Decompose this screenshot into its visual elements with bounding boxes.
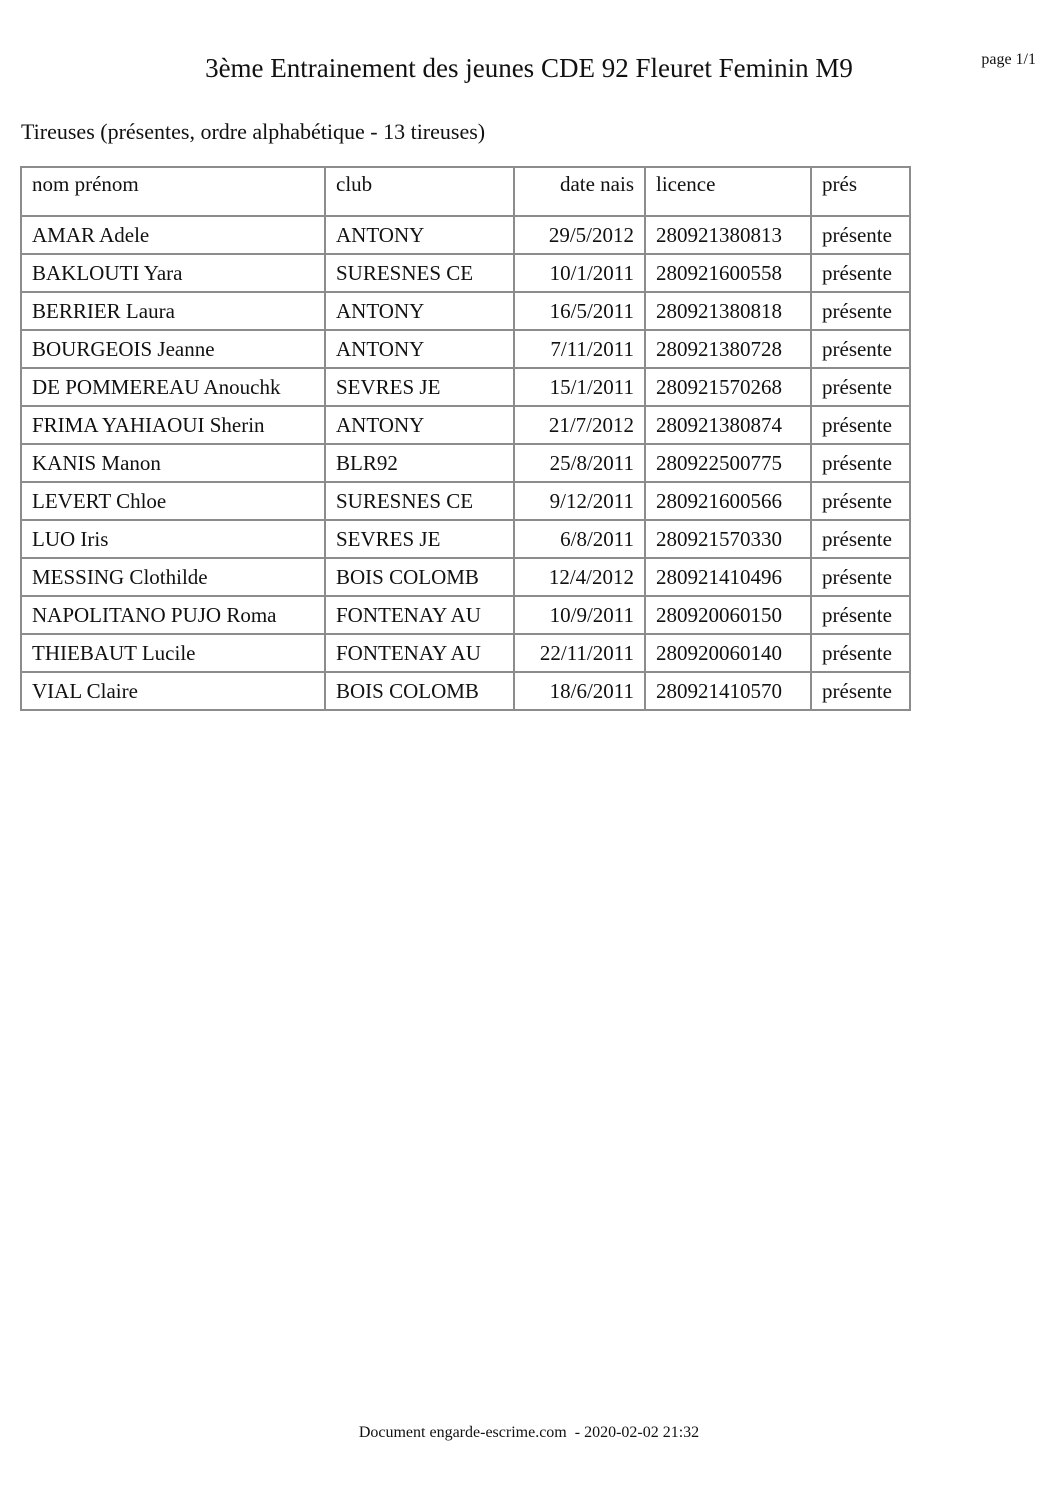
cell-presence: présente [811,254,910,292]
table-row [21,406,910,444]
table-row [21,558,910,596]
cell-club: ANTONY [325,330,514,368]
cell-club: ANTONY [325,406,514,444]
cell-presence: présente [811,216,910,254]
table-row [21,634,910,672]
cell-licence: 280921410570 [645,672,811,710]
column-header-licence: licence [645,167,811,216]
cell-birthdate: 16/5/2011 [514,292,645,330]
cell-name: NAPOLITANO PUJO Roma [21,596,325,634]
cell-presence: présente [811,672,910,710]
cell-club: SURESNES CE [325,254,514,292]
cell-birthdate: 7/11/2011 [514,330,645,368]
table-row [21,520,910,558]
cell-birthdate: 21/7/2012 [514,406,645,444]
table-row [21,292,910,330]
cell-presence: présente [811,444,910,482]
cell-presence: présente [811,596,910,634]
cell-name: KANIS Manon [21,444,325,482]
cell-name: BOURGEOIS Jeanne [21,330,325,368]
cell-licence: 280921380818 [645,292,811,330]
cell-licence: 280921600566 [645,482,811,520]
table-row [21,596,910,634]
table-row [21,444,910,482]
cell-licence: 280921380874 [645,406,811,444]
cell-presence: présente [811,482,910,520]
cell-presence: présente [811,558,910,596]
cell-licence: 280922500775 [645,444,811,482]
table-row [21,482,910,520]
cell-birthdate: 10/9/2011 [514,596,645,634]
cell-name: THIEBAUT Lucile [21,634,325,672]
cell-club: SEVRES JE [325,520,514,558]
cell-name: FRIMA YAHIAOUI Sherin [21,406,325,444]
cell-club: ANTONY [325,292,514,330]
cell-name: MESSING Clothilde [21,558,325,596]
cell-presence: présente [811,406,910,444]
cell-birthdate: 12/4/2012 [514,558,645,596]
page-number: page 1/1 [981,51,1036,68]
cell-birthdate: 15/1/2011 [514,368,645,406]
cell-birthdate: 6/8/2011 [514,520,645,558]
cell-birthdate: 29/5/2012 [514,216,645,254]
table-header [21,167,910,216]
cell-licence: 280921600558 [645,254,811,292]
cell-licence: 280921380728 [645,330,811,368]
column-header-presence: prés [811,167,910,216]
cell-licence: 280921570330 [645,520,811,558]
column-header-club: club [325,167,514,216]
table-row [21,672,910,710]
cell-licence: 280921570268 [645,368,811,406]
cell-name: DE POMMEREAU Anouchk [21,368,325,406]
cell-birthdate: 18/6/2011 [514,672,645,710]
cell-presence: présente [811,292,910,330]
column-header-birthdate: date nais [514,167,645,216]
column-header-name: nom prénom [21,167,325,216]
cell-presence: présente [811,368,910,406]
cell-licence: 280920060150 [645,596,811,634]
cell-birthdate: 9/12/2011 [514,482,645,520]
cell-licence: 280920060140 [645,634,811,672]
cell-birthdate: 10/1/2011 [514,254,645,292]
cell-presence: présente [811,330,910,368]
cell-club: BOIS COLOMB [325,672,514,710]
cell-club: ANTONY [325,216,514,254]
table-row [21,216,910,254]
cell-name: AMAR Adele [21,216,325,254]
cell-licence: 280921380813 [645,216,811,254]
header-row [21,167,910,216]
cell-presence: présente [811,520,910,558]
cell-birthdate: 25/8/2011 [514,444,645,482]
table-row [21,368,910,406]
section-subtitle: Tireuses (présentes, ordre alphabétique - 13 tireuses) [21,119,486,144]
cell-name: VIAL Claire [21,672,325,710]
table-body [21,216,910,710]
fencers-table [20,166,911,711]
document-title: 3ème Entrainement des jeunes CDE 92 Fleuret Feminin M9 [205,53,853,83]
cell-club: BLR92 [325,444,514,482]
cell-club: SURESNES CE [325,482,514,520]
table-row [21,330,910,368]
cell-name: LUO Iris [21,520,325,558]
cell-club: FONTENAY AU [325,634,514,672]
cell-name: BERRIER Laura [21,292,325,330]
cell-club: SEVRES JE [325,368,514,406]
cell-birthdate: 22/11/2011 [514,634,645,672]
cell-club: FONTENAY AU [325,596,514,634]
cell-name: LEVERT Chloe [21,482,325,520]
table-row [21,254,910,292]
document-footer: Document engarde-escrime.com - 2020-02-02 21:32 [358,1424,700,1441]
cell-club: BOIS COLOMB [325,558,514,596]
cell-licence: 280921410496 [645,558,811,596]
cell-name: BAKLOUTI Yara [21,254,325,292]
cell-presence: présente [811,634,910,672]
